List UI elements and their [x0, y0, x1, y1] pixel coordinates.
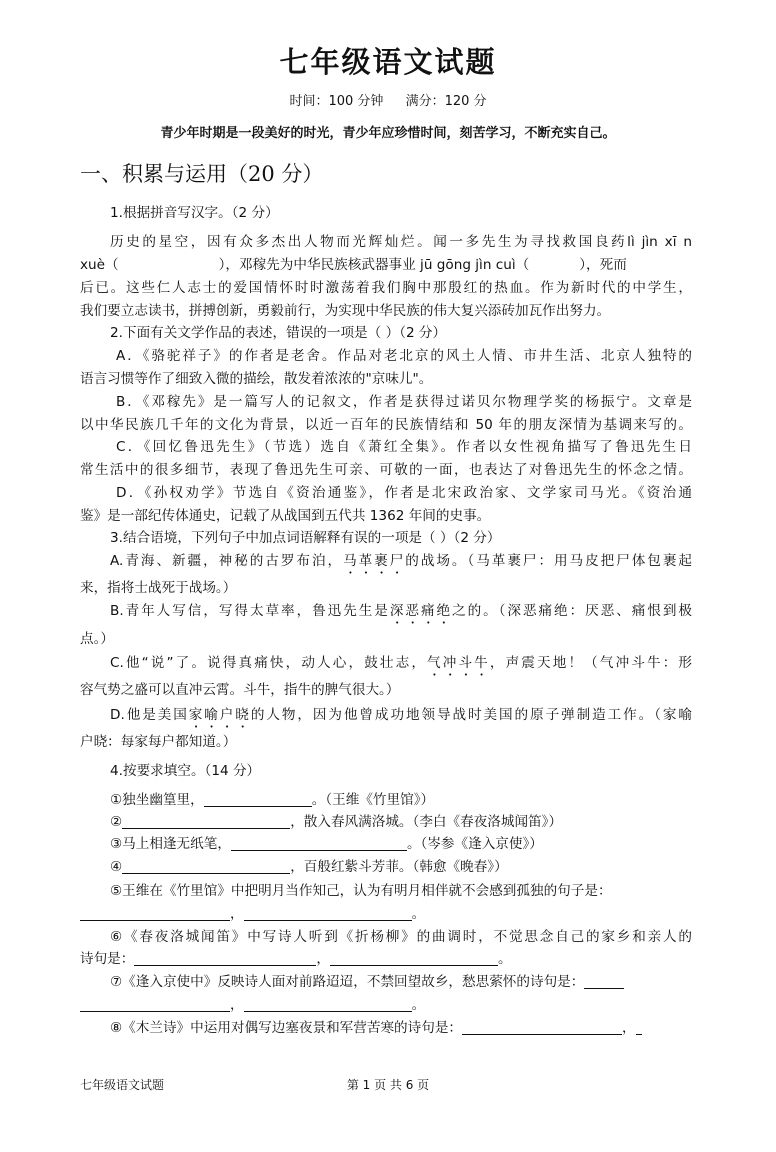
option-d: [110, 704, 692, 731]
dotted-term: 家喻户晓: [188, 707, 251, 723]
option-d: 鉴》是一部纪传体通史，记载了从战国到五代共 1362 年间的史事。: [80, 508, 491, 524]
text-fragment: 。: [411, 906, 426, 922]
text-fragment: C.他“说”了。说得真痛快，动人心，鼓壮志，: [110, 655, 428, 671]
answer-blank[interactable]: [330, 950, 498, 966]
text-fragment: ，: [230, 997, 244, 1013]
question-1-text: 历史的星空，因有众多杰出人物而光辉灿烂。闻一多先生为寻找救国良药lì jìn xī n: [110, 234, 692, 250]
motto: 青少年时期是一段美好的时光，青少年应珍惜时间，刻苦学习，不断充实自己。: [160, 126, 616, 141]
option-b: [110, 600, 692, 627]
text-fragment: D.他是美国: [110, 707, 189, 723]
text-fragment: ），死而: [579, 257, 627, 273]
fill-item-6: [80, 948, 692, 970]
text-fragment: ⑦《逢入京使中》反映诗人面对前路迢迢，不禁回望故乡，愁思萦怀的诗句是：: [110, 974, 585, 990]
answer-blank[interactable]: [462, 1019, 622, 1035]
answer-blank[interactable]: [204, 791, 312, 807]
text-fragment: ，散入春风满洛城。（李白《春夜洛城闻笛》）: [290, 814, 563, 830]
text-fragment: 。（王维《竹里馆》）: [311, 792, 435, 808]
option-d: D．《孙权劝学》节选自《资治通鉴》，作者是北宋政治家、文学家司马光。《资治通: [116, 485, 692, 501]
text-fragment: ，: [622, 1020, 636, 1036]
dotted-term: 马革裹尸: [343, 553, 406, 569]
option-a: 来，指将士战死于战场。）: [80, 580, 237, 596]
fill-item-5: ⑤王维在《竹里馆》中把明月当作知己，认为有明月相伴就不会感到孤独的句子是：: [110, 883, 612, 899]
question-1-text: 后已。这些仁人志士的爱国情怀时时激荡着我们胸中那殷红的热血。作为新时代的中学生，: [80, 280, 692, 296]
question-4-stem: 4.按要求填空。（14 分）: [110, 763, 261, 779]
text-fragment: ，百般红紫斗芳菲。（韩愈《晚春》）: [290, 859, 508, 875]
page-number: 第 1 页 共 6 页: [346, 1078, 430, 1092]
text-fragment: ，: [230, 906, 244, 922]
option-b: 点。）: [80, 631, 114, 647]
dotted-term: 深恶痛绝: [389, 603, 453, 619]
answer-blank[interactable]: [134, 950, 316, 966]
text-fragment: 。（岑参《逢入京使》）: [406, 836, 543, 852]
answer-blank[interactable]: [244, 996, 412, 1012]
fill-item-7: [110, 971, 692, 993]
exam-score: 满分：120 分: [405, 94, 487, 109]
question-1-stem: 1.根据拼音写汉字。（2 分）: [110, 205, 279, 221]
option-c: 常生活中的很多细节，表现了鲁迅先生可亲、可敬的一面，也表达了对鲁迅先生的怀念之情。: [80, 462, 692, 478]
answer-blank[interactable]: [584, 973, 624, 989]
answer-blank[interactable]: [122, 858, 290, 874]
option-b: 以中华民族几千年的文化为背景，以近一百年的民族情结和 50 年的朋友深情为基调来写的。: [80, 417, 692, 433]
exam-info: [0, 90, 776, 109]
fill-item-6: ⑥《春夜洛城闻笛》中写诗人听到《折杨柳》的曲调时，不觉思念自己的家乡和亲人的: [110, 929, 692, 945]
text-fragment: 的战场。（马革裹尸：用马皮把尸体包裹起: [405, 553, 693, 569]
text-fragment: ③马上相逢无纸笔，: [110, 836, 231, 852]
text-fragment: ，: [316, 951, 330, 967]
question-1-text: [80, 254, 692, 276]
answer-blank[interactable]: [244, 905, 412, 921]
text-fragment: 。: [497, 951, 512, 967]
option-a: [110, 550, 692, 577]
answer-blank[interactable]: [80, 996, 230, 1012]
text-fragment: 的人物，因为他曾成功地领导战时美国的原子弹制造工作。（家喻: [250, 707, 692, 723]
answer-blank[interactable]: [636, 1019, 642, 1035]
text-fragment: A.青海、新疆，神秘的古罗布泊，: [110, 553, 344, 569]
option-d: 户晓：每家每户都知道。）: [80, 734, 237, 750]
answer-blank[interactable]: [231, 835, 407, 851]
fill-item-1: [110, 789, 692, 811]
exam-time: 时间：100 分钟: [289, 94, 384, 109]
option-a: A．《骆驼祥子》的作者是老舍。作品对老北京的风土人情、市井生活、北京人独特的: [116, 348, 692, 364]
text-fragment: 。: [411, 997, 426, 1013]
footer-title: 七年级语文试题: [80, 1078, 165, 1092]
exam-title: 七年级语文试题: [279, 45, 497, 79]
fill-item-4: [110, 856, 692, 878]
option-b: B．《邓稼先》是一篇写人的记叙文，作者是获得过诺贝尔物理学奖的杨振宁。文章是: [116, 394, 692, 410]
fill-item-3: [110, 833, 692, 855]
option-a: 语言习惯等作了细致入微的描绘，散发着浓浓的"京味儿"。: [80, 371, 433, 387]
answer-blank[interactable]: [122, 813, 290, 829]
text-fragment: 诗句是：: [80, 951, 135, 967]
text-fragment: ，声震天地！（气冲斗牛：形: [489, 655, 693, 671]
fill-item-5: [80, 903, 692, 925]
text-fragment: 之的。（深恶痛绝：厌恶、痛恨到极: [452, 603, 693, 619]
question-1-text: 我们要立志读书，拼搏创新，勇毅前行，为实现中华民族的伟大复兴添砖加瓦作出努力。: [80, 303, 611, 319]
fill-item-7: [80, 994, 692, 1016]
option-c: [110, 652, 692, 679]
text-fragment: B.青年人写信，写得太草率，鲁迅先生是: [110, 603, 390, 619]
text-fragment: xuè（: [80, 257, 119, 273]
text-fragment: ①独坐幽篁里，: [110, 792, 204, 808]
answer-blank[interactable]: [80, 905, 230, 921]
text-fragment: ②: [110, 814, 123, 830]
question-3-stem: 3.结合语境，下列句子中加点词语解释有误的一项是（ ）（2 分）: [110, 530, 501, 546]
section-heading: 一、积累与运用（20 分）: [80, 162, 324, 186]
dotted-term: 气冲斗牛: [427, 655, 490, 671]
fill-item-8: [110, 1017, 692, 1039]
text-fragment: ④: [110, 859, 123, 875]
text-fragment: ⑧《木兰诗》中运用对偶写边塞夜景和军营苦寒的诗句是：: [110, 1020, 463, 1036]
option-c: C．《回忆鲁迅先生》（节选）选自《萧红全集》。作者以女性视角描写了鲁迅先生日: [116, 439, 692, 455]
option-c: 容气势之盛可以直冲云霄。斗牛，指牛的脾气很大。）: [80, 682, 400, 698]
text-fragment: ），邓稼先为中华民族核武器事业 jū gōng jìn cuì（: [218, 257, 530, 273]
question-2-stem: 2.下面有关文学作品的表述，错误的一项是（ ）（2 分）: [110, 325, 447, 341]
fill-item-2: [110, 811, 692, 833]
